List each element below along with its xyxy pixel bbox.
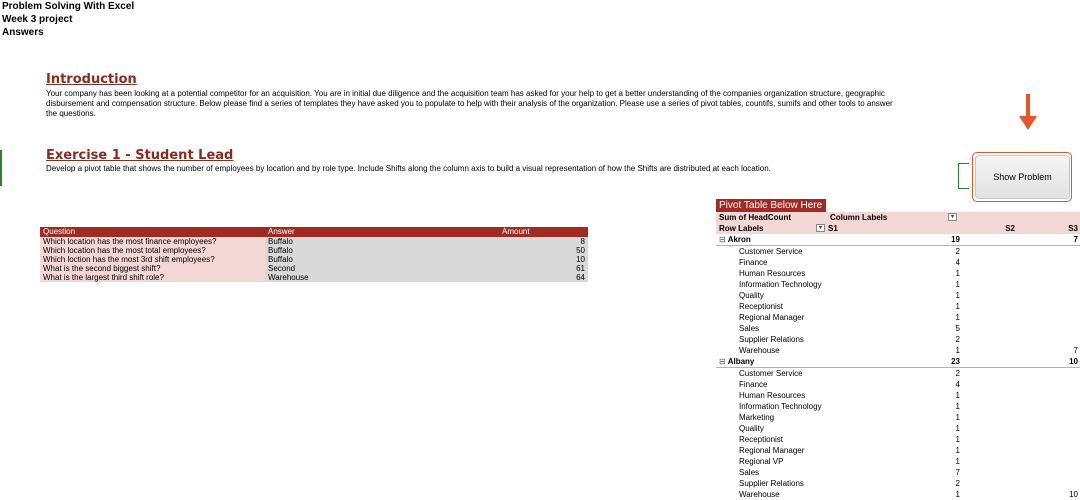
qa-amount: 8 <box>580 237 585 246</box>
cell-border-marker <box>0 150 2 186</box>
pivot-sum-row <box>716 212 1080 223</box>
pivot-item-label: Marketing <box>739 413 775 422</box>
pivot-item-row[interactable] <box>716 423 1080 434</box>
pivot-region-name: Albany <box>727 357 755 366</box>
pivot-item-label: Information Technology <box>739 280 822 289</box>
row-filter-dropdown-icon[interactable]: ▾ <box>816 224 825 232</box>
pivot-item-row[interactable] <box>716 312 1080 323</box>
pivot-sum-label: Sum of HeadCount <box>719 213 791 222</box>
pivot-value-s1: 1 <box>955 424 960 433</box>
pivot-item-row[interactable] <box>716 478 1080 489</box>
pivot-region-row[interactable] <box>716 234 1080 246</box>
pivot-value-s1: 1 <box>955 413 960 422</box>
pivot-item-label: Warehouse <box>739 346 780 355</box>
qa-answer: Buffalo <box>268 255 293 264</box>
pivot-value-s1: 1 <box>955 435 960 444</box>
qa-table <box>40 227 588 282</box>
qa-header-amount: Amount <box>502 227 530 236</box>
pivot-item-label: Regional VP <box>739 457 784 466</box>
pivot-value-s1: 2 <box>955 369 960 378</box>
pivot-value-s1: 7 <box>955 468 960 477</box>
pivot-item-row[interactable] <box>716 257 1080 268</box>
pivot-item-label: Quality <box>739 424 764 433</box>
pivot-item-label: Receptionist <box>739 302 784 311</box>
pivot-item-label: Warehouse <box>739 490 780 499</box>
pivot-item-row[interactable] <box>716 456 1080 467</box>
qa-question: What is the second biggest shift? <box>43 264 161 273</box>
pivot-item-label: Customer Service <box>739 247 803 256</box>
pivot-value-s1: 1 <box>955 269 960 278</box>
collapse-icon[interactable]: ⊟ <box>719 357 726 366</box>
pivot-item-row[interactable] <box>716 467 1080 478</box>
intro-title: Introduction <box>46 72 137 87</box>
pivot-item-row[interactable] <box>716 246 1080 257</box>
pivot-value-s3: 7 <box>1073 235 1078 244</box>
qa-header-row <box>40 227 588 237</box>
pivot-value-s1: 4 <box>955 380 960 389</box>
header-answers: Answers <box>2 27 44 38</box>
pivot-item-label: Human Resources <box>739 391 806 400</box>
pivot-region-label[interactable] <box>719 356 754 367</box>
header-subtitle: Week 3 project <box>2 14 73 25</box>
qa-amount: 50 <box>576 246 585 255</box>
table-row[interactable] <box>40 237 588 246</box>
pivot-value-s1: 2 <box>955 247 960 256</box>
pivot-item-row[interactable] <box>716 379 1080 390</box>
arrow-down-icon <box>1026 94 1030 118</box>
pivot-value-s1: 1 <box>955 291 960 300</box>
pivot-body <box>716 234 1080 500</box>
pivot-item-row[interactable] <box>716 401 1080 412</box>
qa-answer: Second <box>268 264 296 273</box>
pivot-item-row[interactable] <box>716 279 1080 290</box>
pivot-item-row[interactable] <box>716 368 1080 379</box>
qa-question: Which location has the most finance employees? <box>43 237 217 246</box>
selection-bracket <box>958 163 969 189</box>
pivot-value-s1: 1 <box>955 391 960 400</box>
pivot-value-s1: 1 <box>955 490 960 499</box>
pivot-region-row[interactable] <box>716 356 1080 368</box>
pivot-item-label: Finance <box>739 258 768 267</box>
intro-text <box>46 89 966 119</box>
qa-header-answer: Answer <box>268 227 295 236</box>
pivot-item-row[interactable] <box>716 434 1080 445</box>
table-row[interactable] <box>40 273 588 282</box>
pivot-item-row[interactable] <box>716 334 1080 345</box>
pivot-value-s1: 19 <box>951 235 960 244</box>
qa-question: What is the largest third shift role? <box>43 273 164 282</box>
exercise-text: Develop a pivot table that shows the number of employees by location and by role type. Include Shifts along the column axis to build a visual representation of how the Shifts are distributed at each location. <box>46 164 771 173</box>
pivot-column-labels: Column Labels <box>830 213 888 222</box>
pivot-item-row[interactable] <box>716 445 1080 456</box>
pivot-item-row[interactable] <box>716 345 1080 356</box>
pivot-item-label: Sales <box>739 324 760 333</box>
header-title: Problem Solving With Excel <box>2 1 135 12</box>
pivot-value-s1: 23 <box>951 357 960 366</box>
pivot-item-row[interactable] <box>716 390 1080 401</box>
pivot-value-s1: 1 <box>955 346 960 355</box>
qa-question: Which location has the most total employees? <box>43 246 206 255</box>
pivot-item-row[interactable] <box>716 489 1080 500</box>
pivot-item-label: Human Resources <box>739 269 806 278</box>
pivot-col-s3: S3 <box>1068 224 1078 233</box>
pivot-item-row[interactable] <box>716 323 1080 334</box>
pivot-value-s1: 1 <box>955 313 960 322</box>
qa-header-question: Question <box>43 227 76 236</box>
pivot-value-s1: 4 <box>955 258 960 267</box>
pivot-item-label: Quality <box>739 291 764 300</box>
pivot-region-name: Akron <box>727 235 751 244</box>
pivot-region-label[interactable] <box>719 234 751 245</box>
pivot-item-row[interactable] <box>716 301 1080 312</box>
qa-amount: 10 <box>576 255 585 264</box>
pivot-value-s1: 5 <box>955 324 960 333</box>
qa-answer: Warehouse <box>268 273 309 282</box>
pivot-item-label: Customer Service <box>739 369 803 378</box>
exercise-title: Exercise 1 - Student Lead <box>46 148 234 163</box>
table-row[interactable] <box>40 264 588 273</box>
arrow-head-icon <box>1019 116 1037 130</box>
collapse-icon[interactable]: ⊟ <box>719 235 726 244</box>
qa-amount: 64 <box>576 273 585 282</box>
qa-amount: 61 <box>576 264 585 273</box>
table-row[interactable] <box>40 246 588 255</box>
pivot-title: Pivot Table Below Here <box>716 199 826 212</box>
pivot-table[interactable] <box>716 212 1080 500</box>
pivot-value-s3: 10 <box>1069 357 1078 366</box>
pivot-header-row <box>716 223 1080 234</box>
pivot-item-row[interactable] <box>716 290 1080 301</box>
pivot-value-s1: 1 <box>955 302 960 311</box>
intro-text-line: the questions. <box>46 109 96 118</box>
pivot-item-row[interactable] <box>716 268 1080 279</box>
table-row[interactable] <box>40 255 588 264</box>
pivot-value-s3: 10 <box>1069 490 1078 499</box>
pivot-value-s1: 2 <box>955 335 960 344</box>
pivot-item-label: Supplier Relations <box>739 479 804 488</box>
column-filter-dropdown-icon[interactable]: ▾ <box>948 213 957 221</box>
pivot-value-s1: 1 <box>955 402 960 411</box>
pivot-item-label: Finance <box>739 380 768 389</box>
pivot-item-label: Regional Manager <box>739 446 805 455</box>
intro-text-line: Your company has been looking at a potential competitor for an acquisition. You are in initial due diligence and the acquisition team has asked for your help to get a better understanding of the companies organization structure, geographic <box>46 89 885 98</box>
pivot-item-label: Supplier Relations <box>739 335 804 344</box>
pivot-value-s1: 2 <box>955 479 960 488</box>
pivot-col-s1: S1 <box>828 224 838 233</box>
pivot-item-label: Receptionist <box>739 435 784 444</box>
qa-question: Which loction has the most 3rd shift employees? <box>43 255 215 264</box>
pivot-col-s2: S2 <box>1005 224 1015 233</box>
show-problem-button[interactable]: Show Problem <box>975 155 1070 199</box>
pivot-item-label: Regional Manager <box>739 313 805 322</box>
pivot-value-s1: 1 <box>955 280 960 289</box>
intro-text-line: disbursement and compensation structure. Below please find a series of templates they have asked you to populate to help with their analysis of the organization. Please use a series of pivot tables, countifs, sumifs and other tools to answer <box>46 99 893 108</box>
pivot-item-label: Sales <box>739 468 760 477</box>
pivot-item-row[interactable] <box>716 412 1080 423</box>
pivot-row-labels: Row Labels <box>719 224 764 233</box>
qa-answer: Buffalo <box>268 237 293 246</box>
pivot-value-s1: 1 <box>955 446 960 455</box>
pivot-value-s1: 1 <box>955 457 960 466</box>
pivot-value-s3: 7 <box>1073 346 1078 355</box>
pivot-item-label: Information Technology <box>739 402 822 411</box>
qa-answer: Buffalo <box>268 246 293 255</box>
